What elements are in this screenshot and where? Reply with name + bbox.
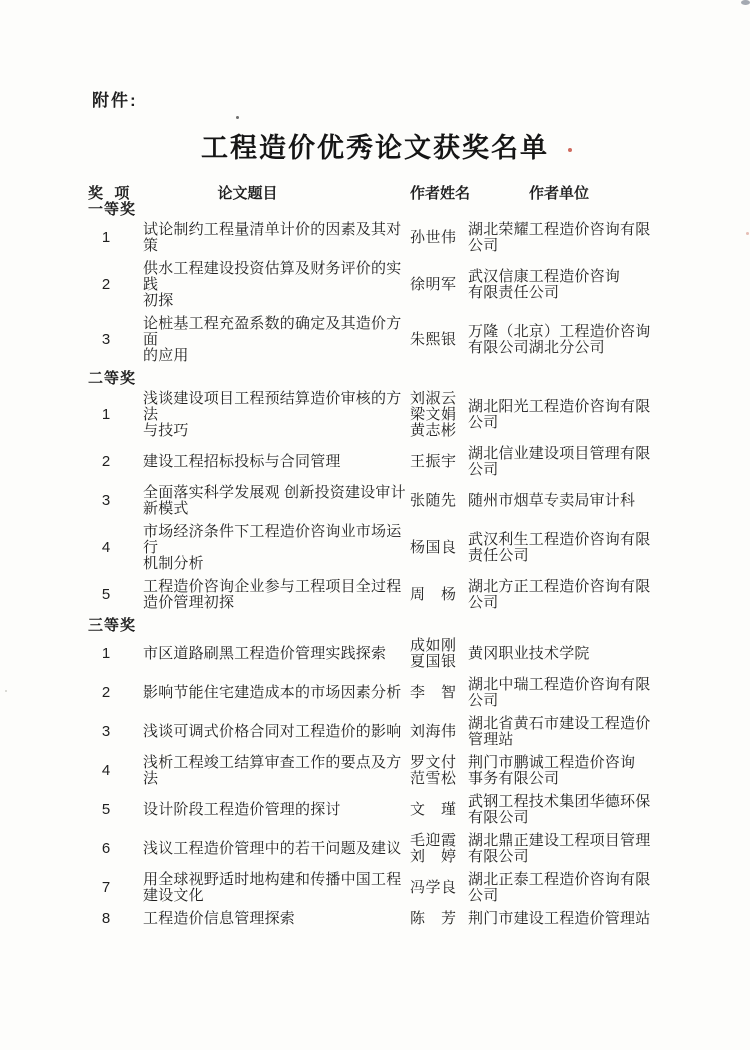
author-org: 武汉利生工程造价咨询有限 责任公司 xyxy=(468,531,651,564)
author-org: 武汉信康工程造价咨询 有限责任公司 xyxy=(468,268,621,301)
header-award: 奖 项 xyxy=(88,185,131,202)
row-number: 6 xyxy=(101,840,111,857)
paper-title: 论桩基工程充盈系数的确定及其造价方面 的应用 xyxy=(143,315,402,364)
table-row xyxy=(88,524,710,572)
author-name: 孙世伟 xyxy=(410,229,457,246)
author-org: 湖北鼎正建设工程项目管理 有限公司 xyxy=(468,832,651,865)
author-name: 张随先 xyxy=(410,492,457,509)
header-paper-title: 论文题目 xyxy=(217,185,278,202)
author-name: 陈 芳 xyxy=(410,910,457,927)
row-number: 5 xyxy=(101,801,111,818)
author-name: 成如刚 夏国银 xyxy=(410,637,457,670)
author-org: 湖北信业建设项目管理有限 公司 xyxy=(468,445,651,478)
author-org: 荆门市鹏诚工程造价咨询 事务有限公司 xyxy=(468,754,636,787)
paper-title: 建设工程招标投标与合同管理 xyxy=(143,453,341,470)
row-number: 4 xyxy=(101,539,111,556)
paper-title: 全面落实科学发展观 创新投资建设审计 新模式 xyxy=(143,484,406,517)
author-org: 湖北阳光工程造价咨询有限 公司 xyxy=(468,398,651,431)
author-org: 湖北荣耀工程造价咨询有限 公司 xyxy=(468,221,651,254)
scan-speck xyxy=(236,116,239,119)
author-name: 王振宇 xyxy=(410,453,457,470)
author-org: 万隆（北京）工程造价咨询 有限公司湖北分公司 xyxy=(468,323,651,356)
paper-title: 市区道路刷黑工程造价管理实践探索 xyxy=(143,645,387,662)
table-row xyxy=(88,261,710,309)
paper-title: 设计阶段工程造价管理的探讨 xyxy=(143,801,341,818)
paper-title: 工程造价信息管理探索 xyxy=(143,910,296,927)
table-row xyxy=(88,677,710,709)
award-table xyxy=(88,186,710,934)
author-org: 武钢工程技术集团华德环保 有限公司 xyxy=(468,793,651,826)
author-org: 荆门市建设工程造价管理站 xyxy=(468,910,651,927)
author-org: 黄冈职业技术学院 xyxy=(468,645,590,662)
paper-title: 浅谈建设项目工程预结算造价审核的方法 与技巧 xyxy=(143,390,402,439)
author-name: 李 智 xyxy=(410,684,457,701)
table-row xyxy=(88,755,710,787)
row-number: 8 xyxy=(101,910,111,927)
author-name: 周 杨 xyxy=(410,586,457,603)
header-author-name: 作者姓名 xyxy=(410,185,471,202)
author-name: 徐明军 xyxy=(410,276,457,293)
scan-speck xyxy=(746,232,749,235)
table-row xyxy=(88,833,710,865)
table-row xyxy=(88,872,710,904)
table-row xyxy=(88,316,710,364)
author-org: 湖北省黄石市建设工程造价 管理站 xyxy=(468,715,651,748)
scan-speck xyxy=(741,0,750,5)
table-row xyxy=(88,446,710,478)
section-label-first-prize: 一等奖 xyxy=(88,201,137,218)
row-number: 2 xyxy=(101,453,111,470)
header-author-org: 作者单位 xyxy=(528,185,589,202)
author-name: 冯学良 xyxy=(410,879,457,896)
author-org: 湖北中瑞工程造价咨询有限 公司 xyxy=(468,676,651,709)
paper-title: 浅谈可调式价格合同对工程造价的影响 xyxy=(143,723,402,740)
paper-title: 影响节能住宅建造成本的市场因素分析 xyxy=(143,684,402,701)
page-title: 工程造价优秀论文获奖名单 xyxy=(201,133,549,163)
scan-speck xyxy=(568,148,572,152)
section-label-third-prize: 三等奖 xyxy=(88,617,137,634)
paper-title: 试论制约工程量清单计价的因素及其对策 xyxy=(143,221,402,254)
author-name: 文 瑾 xyxy=(410,801,457,818)
paper-title: 市场经济条件下工程造价咨询业市场运行 机制分析 xyxy=(143,523,402,572)
table-header-row xyxy=(88,186,710,202)
table-row xyxy=(88,579,710,611)
row-number: 5 xyxy=(101,586,111,603)
row-number: 2 xyxy=(101,276,111,293)
table-row xyxy=(88,391,710,439)
row-number: 1 xyxy=(101,229,111,246)
table-row xyxy=(88,222,710,254)
paper-title: 供水工程建设投资估算及财务评价的实践 初探 xyxy=(143,260,402,309)
table-row xyxy=(88,485,710,517)
row-number: 3 xyxy=(101,331,111,348)
section-label-second-prize: 二等奖 xyxy=(88,370,137,387)
author-org: 湖北正泰工程造价咨询有限 公司 xyxy=(468,871,651,904)
paper-title: 浅析工程竣工结算审查工作的要点及方法 xyxy=(143,754,402,787)
row-number: 2 xyxy=(101,684,111,701)
row-number: 3 xyxy=(101,492,111,509)
table-row xyxy=(88,794,710,826)
paper-title: 工程造价咨询企业参与工程项目全过程 造价管理初探 xyxy=(143,578,402,611)
award-table-body xyxy=(88,202,710,927)
author-name: 刘淑云 梁文娟 黄志彬 xyxy=(410,390,457,439)
table-row xyxy=(88,911,710,927)
author-name: 罗文付 范雪松 xyxy=(410,754,457,787)
table-row xyxy=(88,716,710,748)
table-row xyxy=(88,638,710,670)
attachment-label: 附件: xyxy=(92,91,138,110)
author-name: 毛迎霞 刘 婷 xyxy=(410,832,457,865)
row-number: 3 xyxy=(101,723,111,740)
row-number: 7 xyxy=(101,879,111,896)
author-org: 随州市烟草专卖局审计科 xyxy=(468,492,636,509)
author-name: 杨国良 xyxy=(410,539,457,556)
row-number: 1 xyxy=(101,645,111,662)
author-org: 湖北方正工程造价咨询有限 公司 xyxy=(468,578,651,611)
row-number: 1 xyxy=(101,406,111,423)
row-number: 4 xyxy=(101,762,111,779)
author-name: 刘海伟 xyxy=(410,723,457,740)
scan-speck xyxy=(5,690,7,692)
paper-title: 浅议工程造价管理中的若干问题及建议 xyxy=(143,840,402,857)
author-name: 朱熙银 xyxy=(410,331,457,348)
paper-title: 用全球视野适时地构建和传播中国工程 建设文化 xyxy=(143,871,402,904)
